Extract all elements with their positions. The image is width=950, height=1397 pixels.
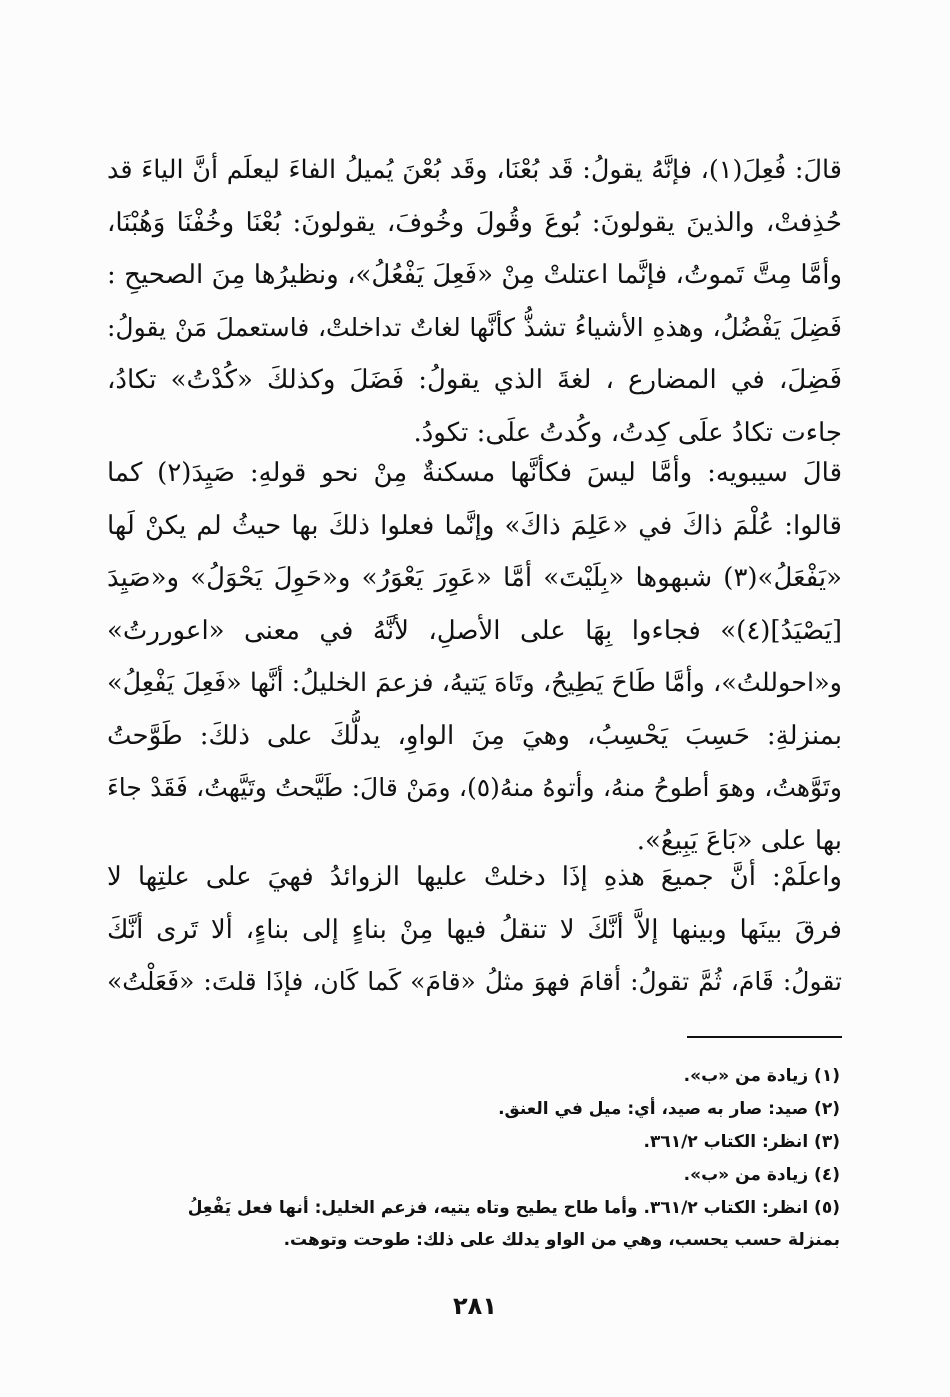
footnote-4: (٤) زيادة من «ب». [683,1165,840,1185]
footnote-3: (٣) انظر: الكتاب ٣٦١/٢. [643,1132,840,1152]
text-line: قالَ سيبويه: وأمَّا ليسَ فكأنَّها مسكنةٌ مِنْ نحو قولهِ: صَيِدَ(٢) كما [107,458,842,488]
text-line: جاءت تكادُ علَى كِدتُ، وكُدتُ علَى: تكودُ. [413,417,842,448]
text-line: وأمَّا مِتَّ تَموتُ، فإنَّما اعتلتْ مِنْ «فَعِلَ يَفْعُلُ»، ونظيرُها مِنَ الصحيحِ : [107,260,842,290]
text-line: قالوا: عُلْمَ ذاكَ في «عَلِمَ ذاكَ» وإنَّما فعلوا ذلكَ بها حيثُ لم يكنْ لَها [107,510,842,541]
footnote-5: (٥) انظر: الكتاب ٣٦١/٢. وأما طاح يطيح وتاه يتيه، فزعم الخليل: أنها فعل يَفْعِلُ [187,1198,840,1218]
footnote-2: (٢) صيد: صار به صيد، أي: ميل في العنق. [498,1099,840,1119]
text-line: و«احوللتُ»، وأمَّا طَاحَ يَطِيحُ، وتَاهَ يَتيهُ، فزعمَ الخليلُ: أنَّها «فَعِلَ يَفْعِلُ» [107,668,842,698]
text-line: [يَصْيَدُ](٤)» فجاءوا بِهَا على الأصلِ، لأنَّهُ في معنى «اعوررتُ» [107,615,842,646]
text-line: «يَفْعَلُ»(٣) شبهوها «بِلَيْتَ» أمَّا «عَوِرَ يَعْوَرُ» و«حَوِلَ يَحْوَلُ» و«صَيِدَ [107,563,842,593]
text-line: قالَ: فُعِلَ(١)، فإنَّهُ يقولُ: قَد بُعْنَا، وقَد بُعْنَ يُميلُ الفاءَ ليعلَم أنَّ الياءَ قد [107,155,842,185]
text-line: حُذِفتْ، والذينَ يقولونَ: بُوعَ وقُولَ وخُوفَ، يقولونَ: بُعْنَا وخُفْنَا وَهُبْنَا، [107,207,842,238]
paragraph-3 [107,851,842,1009]
paragraph-2 [107,447,842,867]
text-line: تقولُ: قَامَ، ثُمَّ تقولُ: أقامَ فهوَ مثلُ «قامَ» كَما كَان، فإذَا قلتَ: «فَعَلْتُ» [107,967,842,996]
page-number: ٢٨١ [453,1292,497,1320]
footnote-5-continuation: بمنزلة حسب يحسب، وهي من الواو يدلك على ذلك: طوحت وتوهت. [283,1230,840,1250]
text-line: وتَوَّهتُ، وهوَ أطوحُ منهُ، وأتوهُ منهُ(٥)، ومَنْ قالَ: طَيَّحتُ وتَيَّهتُ، فَقَدْ جاءَ [107,773,842,802]
paragraph-1 [107,144,842,459]
text-line: واعلَمْ: أنَّ جميعَ هذهِ إذَا دخلتْ عليها الزوائدُ فهيَ على علتِها لا [107,862,842,892]
text-line: فَضِلَ، في المضارع ، لغةَ الذي يقولُ: فَضَلَ وكذلكَ «كُدْتُ» تكادُ، [107,365,842,395]
footnote-separator [687,1036,842,1038]
text-line: بمنزلةِ: حَسِبَ يَحْسِبُ، وهيَ مِنَ الواوِ، يدلُّكَ على ذلكَ: طَوَّحتُ [107,720,842,751]
footnote-1: (١) زيادة من «ب». [683,1066,840,1086]
text-line: فَضِلَ يَفْضُلُ، وهذهِ الأشياءُ تشذُّ كأنَّها لغاتٌ تداخلتْ، فاستعملَ مَنْ يقولُ: [107,312,842,342]
footnotes [107,1060,840,1255]
text-line: بها على «بَاعَ يَبِيعُ». [636,825,842,856]
text-line: فرقَ بينَها وبينها إلاَّ أنَّكَ لا تنقلُ فيها مِنْ بناءٍ إلى بناءٍ، ألا تَرى أنَّكَ [107,914,842,945]
